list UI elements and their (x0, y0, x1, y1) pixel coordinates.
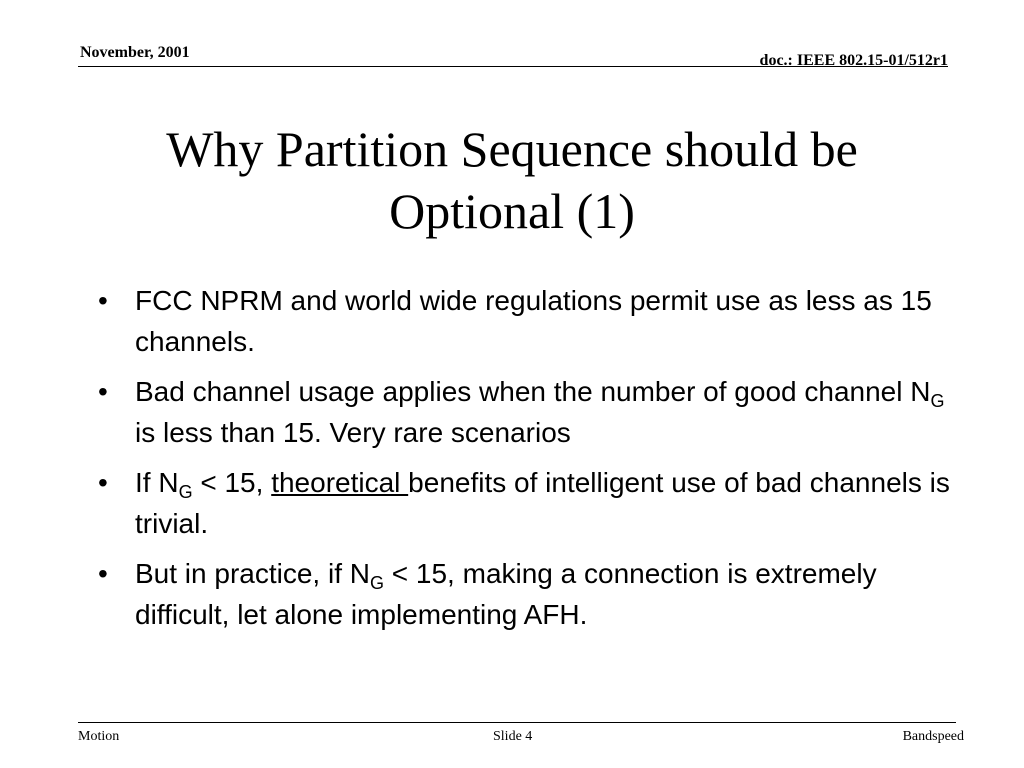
subscript: G (178, 482, 193, 502)
subscript: G (930, 391, 945, 411)
header-date: November, 2001 (80, 44, 190, 61)
slide-title-line-2: Optional (1) (389, 183, 635, 239)
bullet-item-2 (98, 371, 968, 453)
bullet-marker: • (98, 285, 108, 316)
bullet-marker: • (98, 558, 108, 589)
footer-rule (78, 722, 956, 723)
bullet-text-part: is less than 15. Very rare scenarios (135, 417, 571, 448)
bullet-item-4 (98, 553, 968, 635)
bullet-item-3 (98, 462, 968, 544)
slide-title-line-1: Why Partition Sequence should be (166, 121, 858, 177)
bullet-list (98, 280, 968, 644)
bullet-item-1 (98, 280, 968, 362)
footer-left: Motion (78, 729, 120, 744)
footer-right: Bandspeed (902, 729, 964, 744)
bullet-text-part: Bad channel usage applies when the number of good channel N (135, 376, 931, 407)
bullet-text-part: benefits of intelligent use of bad channels is trivial. (135, 467, 950, 539)
bullet-text: FCC NPRM and world wide regulations permit use as less as 15 channels. (135, 285, 932, 357)
footer-slide-number: Slide 4 (493, 729, 533, 744)
slide-title (60, 118, 964, 242)
bullet-marker: • (98, 376, 108, 407)
header-doc-id: doc.: IEEE 802.15-01/512r1 (759, 52, 948, 69)
underlined-text: theoretical (271, 467, 409, 498)
header-rule (78, 66, 948, 67)
bullet-marker: • (98, 467, 108, 498)
bullet-text-part: < 15, (192, 467, 272, 498)
bullet-text-part: < 15, making a connection is extremely difficult, let alone implementing AFH. (135, 558, 877, 630)
bullet-text-part: If N (135, 467, 179, 498)
bullet-text-part: But in practice, if N (135, 558, 370, 589)
subscript: G (369, 573, 384, 593)
